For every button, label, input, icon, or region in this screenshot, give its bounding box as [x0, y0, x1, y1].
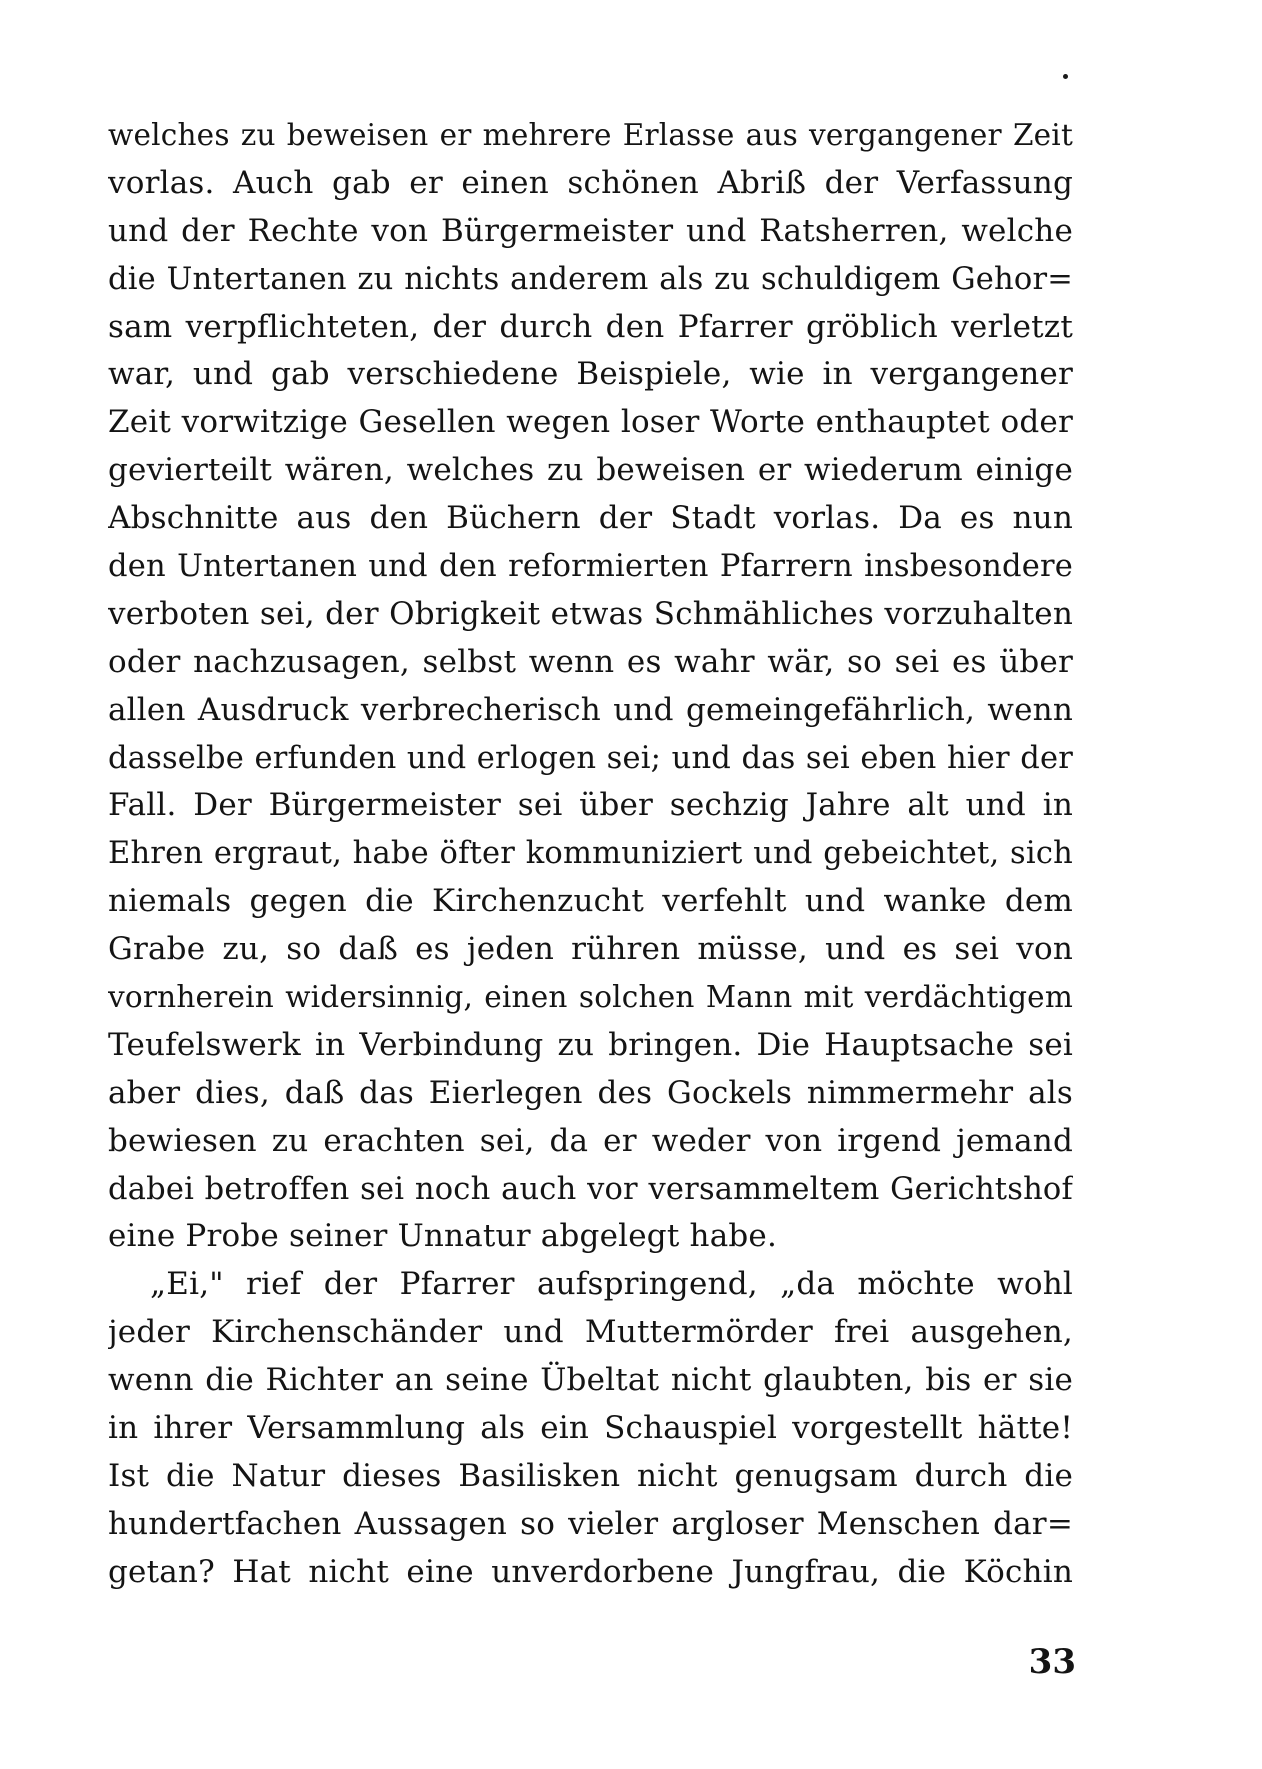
text-line: die Untertanen zu nichts anderem als zu schuldigem Gehor=	[108, 261, 1073, 297]
text-line: oder nachzusagen, selbst wenn es wahr wär, so sei es über	[108, 643, 1073, 680]
text-line: vornherein widersinnig, einen solchen Mann mit verdächtigem	[108, 980, 1073, 1015]
text-line: dasselbe erfunden und erlogen sei; und das sei eben hier der	[108, 740, 1073, 776]
text-line: Abschnitte aus den Büchern der Stadt vorlas. Da es nun	[108, 500, 1073, 537]
text-line: welches zu beweisen er mehrere Erlasse aus vergangener Zeit	[108, 118, 1073, 152]
text-line: sam verpflichteten, der durch den Pfarrer gröblich verletzt	[108, 308, 1073, 345]
text-line: Ist die Natur dieses Basilisken nicht genugsam durch die	[108, 1457, 1073, 1494]
text-line: Ehren ergraut, habe öfter kommuniziert und gebeichtet, sich	[108, 836, 1073, 872]
text-line: getan? Hat nicht eine unverdorbene Jungfrau, die Köchin	[108, 1553, 1073, 1590]
text-line: Zeit vorwitzige Gesellen wegen loser Worte enthauptet oder	[108, 404, 1073, 441]
corner-dot-mark	[1063, 74, 1068, 79]
text-line: den Untertanen und den reformierten Pfarrern insbesondere	[108, 549, 1073, 585]
text-line: niemals gegen die Kirchenzucht verfehlt und wanke dem	[108, 883, 1073, 920]
text-line: allen Ausdruck verbrecherisch und gemeingefährlich, wenn	[108, 691, 1073, 728]
text-line: in ihrer Versammlung als ein Schauspiel vorgestellt hätte!	[108, 1410, 1073, 1447]
text-line: Grabe zu, so daß es jeden rühren müsse, und es sei von	[108, 931, 1073, 968]
text-line: hundertfachen Aussagen so vieler argloser Menschen dar=	[108, 1505, 1073, 1542]
page-number: 33	[1028, 1642, 1076, 1682]
text-line-paragraph-end: eine Probe seiner Unnatur abgelegt habe.	[108, 1218, 778, 1255]
text-line: war, und gab verschiedene Beispiele, wie in vergangener	[108, 356, 1073, 393]
text-line: aber dies, daß das Eierlegen des Gockels nimmermehr als	[108, 1074, 1073, 1111]
text-line: vorlas. Auch gab er einen schönen Abriß der Verfassung	[108, 164, 1073, 201]
body-text	[108, 112, 1073, 1597]
text-line-paragraph-start: „Ei," rief der Pfarrer aufspringend, „da möchte wohl	[150, 1266, 1073, 1303]
text-line: Fall. Der Bürgermeister sei über sechzig Jahre alt und in	[108, 787, 1073, 824]
text-line: jeder Kirchenschänder und Muttermörder frei ausgehen,	[108, 1314, 1073, 1351]
text-line: dabei betroffen sei noch auch vor versammeltem Gerichtshof	[108, 1171, 1073, 1207]
text-line: und der Rechte von Bürgermeister und Ratsherren, welche	[108, 212, 1073, 249]
text-line: wenn die Richter an seine Übeltat nicht glaubten, bis er sie	[108, 1362, 1073, 1399]
text-line: verboten sei, der Obrigkeit etwas Schmähliches vorzuhalten	[108, 595, 1073, 632]
text-line: Teufelswerk in Verbindung zu bringen. Die Hauptsache sei	[108, 1026, 1073, 1063]
text-line: gevierteilt wären, welches zu beweisen er wiederum einige	[108, 452, 1073, 489]
text-line: bewiesen zu erachten sei, da er weder von irgend jemand	[108, 1122, 1073, 1159]
